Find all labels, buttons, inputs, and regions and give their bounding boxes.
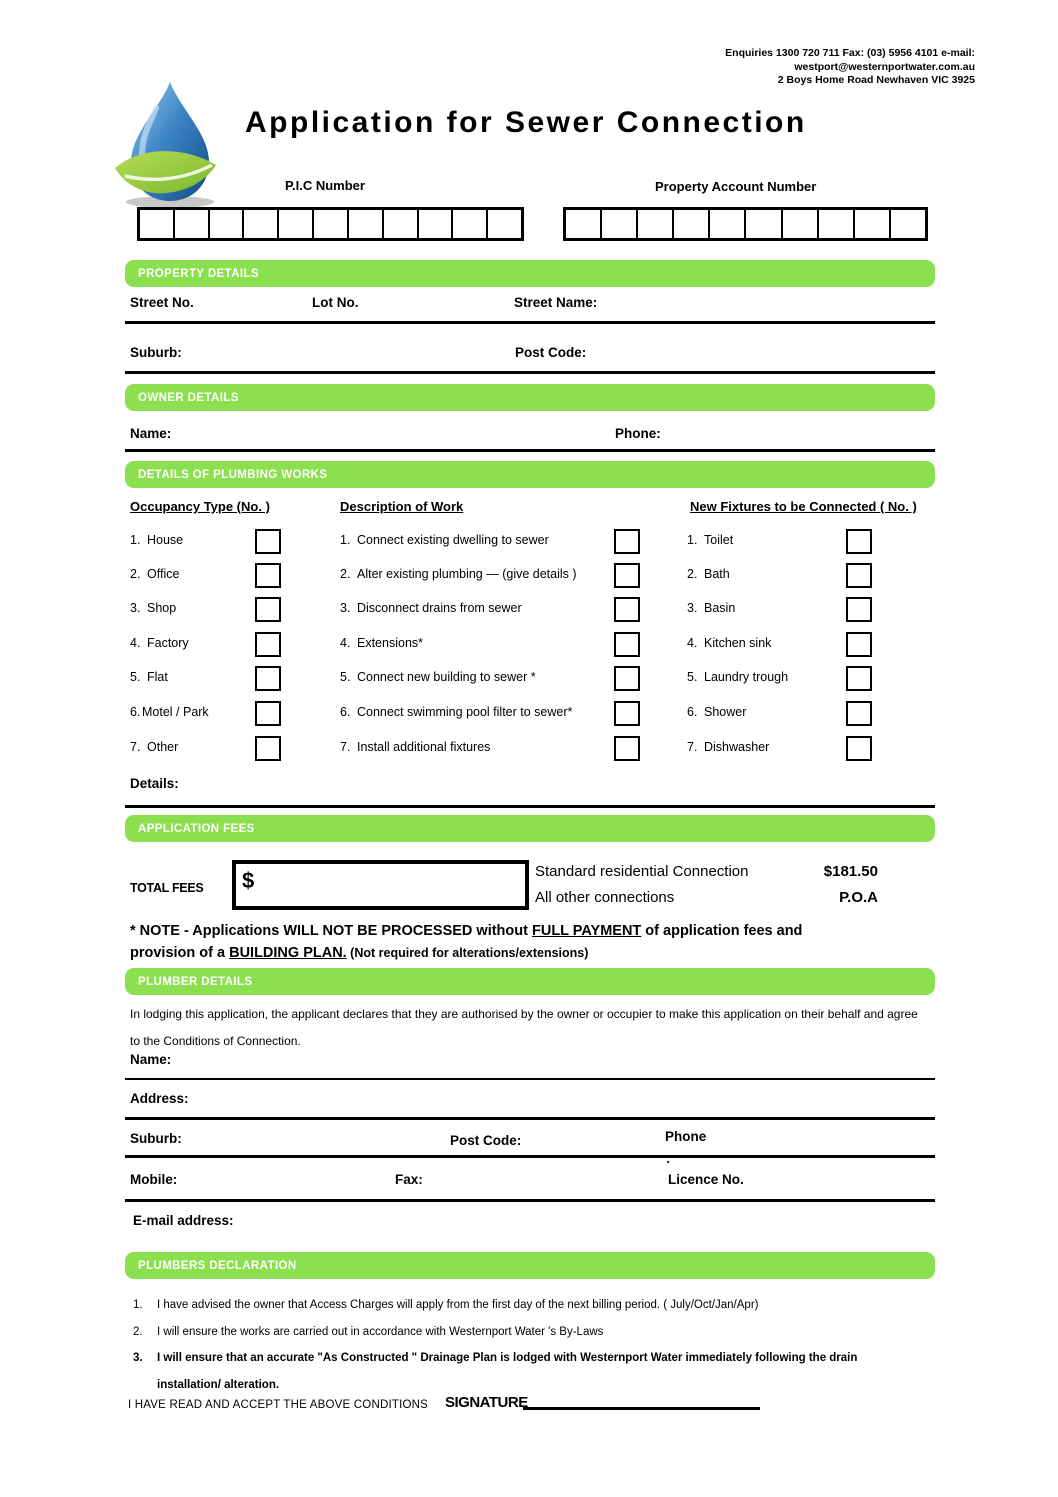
work-item	[340, 567, 577, 581]
note-building-plan: BUILDING PLAN.	[229, 945, 347, 961]
item-number: 1.	[130, 533, 141, 547]
pic-cell[interactable]	[279, 210, 314, 238]
fixture-item	[687, 567, 730, 581]
details-input-line[interactable]	[125, 805, 935, 808]
work-item	[340, 705, 572, 719]
item-label: Alter existing plumbing — (give details )	[357, 567, 577, 581]
fixture-checkbox-shower[interactable]	[846, 701, 872, 726]
item-label: Shop	[147, 601, 177, 615]
item-label: Connect existing dwelling to sewer	[357, 533, 549, 547]
item-number: 5.	[130, 670, 141, 684]
occupancy-checkbox-office[interactable]	[255, 563, 281, 588]
pic-cell[interactable]	[314, 210, 349, 238]
account-cell[interactable]	[891, 210, 925, 238]
work-item	[340, 533, 549, 547]
pic-number-boxes[interactable]	[137, 207, 524, 241]
occupancy-checkbox-flat[interactable]	[255, 666, 281, 691]
work-checkbox-pool-filter[interactable]	[614, 701, 640, 726]
work-checkbox-connect-new-building[interactable]	[614, 666, 640, 691]
fixture-item	[687, 601, 735, 615]
signature-label: SIGNATURE	[445, 1394, 528, 1411]
item-label: Flat	[147, 670, 168, 684]
item-label: Install additional fixtures	[357, 740, 491, 754]
work-item	[340, 670, 536, 684]
item-number: 2.	[687, 567, 698, 581]
section-header-application-fees: APPLICATION FEES	[125, 815, 935, 842]
occupancy-item	[130, 567, 179, 581]
item-label: Basin	[704, 601, 736, 615]
plumber-email-label: E-mail address:	[133, 1213, 234, 1228]
account-cell[interactable]	[783, 210, 819, 238]
occupancy-checkbox-shop[interactable]	[255, 597, 281, 622]
street-no-label: Street No.	[130, 295, 194, 310]
work-checkbox-additional-fixtures[interactable]	[614, 736, 640, 761]
property-account-number-boxes[interactable]	[563, 207, 928, 241]
item-label: Dishwasher	[704, 740, 770, 754]
item-number: 5.	[340, 670, 351, 684]
suburb-row-input-line[interactable]	[125, 371, 935, 374]
pic-cell[interactable]	[384, 210, 419, 238]
section-header-plumbers-declaration: PLUMBERS DECLARATION	[125, 1252, 935, 1279]
plumber-address-input-line[interactable]	[125, 1117, 935, 1120]
lot-no-label: Lot No.	[312, 295, 359, 310]
contact-block	[725, 47, 975, 88]
item-label: Motel / Park	[142, 705, 209, 719]
fixture-checkbox-bath[interactable]	[846, 563, 872, 588]
plumber-suburb-label: Suburb:	[130, 1131, 182, 1146]
item-label: Shower	[704, 705, 747, 719]
description-column-header: Description of Work	[340, 499, 464, 514]
pic-cell[interactable]	[488, 210, 521, 238]
note-text: of application fees and provision of a	[130, 923, 803, 961]
item-number: 4.	[687, 636, 698, 650]
plumber-address-label: Address:	[130, 1091, 189, 1106]
item-number: 6.	[130, 705, 141, 719]
note-full-payment: FULL PAYMENT	[531, 923, 642, 939]
item-label: Extensions*	[357, 636, 424, 650]
account-cell[interactable]	[746, 210, 782, 238]
plumber-name-label: Name:	[130, 1052, 172, 1067]
account-cell[interactable]	[638, 210, 674, 238]
item-number: 3.	[133, 1352, 143, 1364]
declaration-text: I will ensure that an accurate "As Constructed " Drainage Plan is lodged with Westernport Water immediately following the drain installation/ alteration.	[157, 1352, 858, 1391]
item-number: 5.	[687, 670, 698, 684]
item-number: 3.	[130, 601, 141, 615]
item-number: 3.	[340, 601, 351, 615]
fixture-checkbox-basin[interactable]	[846, 597, 872, 622]
item-number: 7.	[687, 740, 698, 754]
pic-cell[interactable]	[453, 210, 488, 238]
occupancy-column-header: Occupancy Type (No. )	[130, 499, 270, 514]
item-number: 4.	[130, 636, 141, 650]
item-number: 1.	[133, 1299, 143, 1311]
note-not-required: (Not required for alterations/extensions)	[346, 946, 589, 960]
account-cell[interactable]	[710, 210, 746, 238]
account-cell[interactable]	[674, 210, 710, 238]
pic-cell[interactable]	[349, 210, 384, 238]
item-label: Connect swimming pool filter to sewer*	[357, 705, 573, 719]
item-number: 1.	[340, 533, 351, 547]
section-header-property-details: PROPERTY DETAILS	[125, 260, 935, 287]
plumber-name-input-line[interactable]	[125, 1078, 935, 1080]
contact-line-1: Enquiries 1300 720 711 Fax: (03) 5956 4101 e-mail:	[725, 47, 975, 59]
owner-name-label: Name:	[130, 426, 172, 441]
item-label: Factory	[147, 636, 189, 650]
plumber-phone-colon: :	[666, 1151, 671, 1166]
plumber-suburb-row-input-line[interactable]	[125, 1155, 935, 1158]
currency-symbol: $	[242, 868, 255, 893]
plumber-licence-label: Licence No.	[668, 1172, 744, 1187]
item-number: 7.	[340, 740, 351, 754]
item-label: Toilet	[704, 533, 734, 547]
occupancy-checkbox-house[interactable]	[255, 529, 281, 554]
occupancy-checkbox-motel-park[interactable]	[255, 701, 281, 726]
fixture-item	[687, 705, 746, 719]
item-label: Bath	[704, 567, 730, 581]
occupancy-item	[130, 636, 189, 650]
pic-cell[interactable]	[244, 210, 279, 238]
section-header-plumbing-works: DETAILS OF PLUMBING WORKS	[125, 461, 935, 488]
contact-address: 2 Boys Home Road Newhaven VIC 3925	[777, 74, 975, 86]
item-number: 2.	[133, 1326, 143, 1338]
item-label: Laundry trough	[704, 670, 789, 684]
item-label: Office	[147, 567, 180, 581]
fixture-checkbox-dishwasher[interactable]	[846, 736, 872, 761]
work-item	[340, 601, 522, 615]
signature-input-line[interactable]	[523, 1407, 760, 1410]
item-label: Disconnect drains from sewer	[357, 601, 522, 615]
total-fees-input-box[interactable]	[232, 860, 529, 910]
plumber-mobile-label: Mobile:	[130, 1172, 178, 1187]
account-cell[interactable]	[602, 210, 638, 238]
occupancy-item	[130, 670, 168, 684]
work-item	[340, 740, 490, 754]
item-number: 7.	[130, 740, 141, 754]
payment-note	[130, 920, 825, 964]
item-number: 2.	[130, 567, 141, 581]
pic-number-label: P.I.C Number	[285, 178, 365, 193]
plumber-fax-label: Fax:	[395, 1172, 423, 1187]
property-account-number-label: Property Account Number	[655, 179, 817, 194]
item-label: Other	[147, 740, 179, 754]
occupancy-checkbox-other[interactable]	[255, 736, 281, 761]
other-connections-label: All other connections	[535, 889, 675, 906]
plumber-phone-label: Phone	[665, 1129, 707, 1144]
item-label: House	[147, 533, 184, 547]
post-code-label: Post Code:	[515, 345, 587, 360]
fixtures-column-header: New Fixtures to be Connected ( No. )	[690, 499, 917, 514]
item-number: 6.	[687, 705, 698, 719]
note-text: * NOTE - Applications WILL NOT BE PROCESSED without	[130, 923, 532, 939]
declaration-text: I will ensure the works are carried out in accordance with Westernport Water 's By-Laws	[157, 1326, 604, 1338]
accept-conditions-text: I HAVE READ AND ACCEPT THE ABOVE CONDITIONS	[128, 1399, 429, 1411]
declaration-text: I have advised the owner that Access Charges will apply from the first day of the next billing period. ( July/Oct/Jan/Apr)	[157, 1299, 759, 1311]
occupancy-item	[130, 533, 183, 547]
fixture-checkbox-toilet[interactable]	[846, 529, 872, 554]
pic-cell[interactable]	[140, 210, 175, 238]
item-number: 2.	[340, 567, 351, 581]
account-cell[interactable]	[855, 210, 891, 238]
work-checkbox-alter-plumbing[interactable]	[614, 563, 640, 588]
item-number: 3.	[687, 601, 698, 615]
owner-phone-label: Phone:	[615, 426, 661, 441]
total-fees-label: TOTAL FEES	[130, 881, 204, 895]
work-checkbox-extensions[interactable]	[614, 632, 640, 657]
street-name-label: Street Name:	[514, 295, 598, 310]
occupancy-item	[130, 705, 209, 719]
item-label: Kitchen sink	[704, 636, 772, 650]
pic-cell[interactable]	[175, 210, 210, 238]
fixture-item	[687, 740, 769, 754]
pic-cell[interactable]	[419, 210, 454, 238]
plumber-mobile-row-input-line[interactable]	[125, 1199, 935, 1202]
fixture-item	[687, 670, 788, 684]
street-row-input-line[interactable]	[125, 321, 935, 324]
occupancy-checkbox-factory[interactable]	[255, 632, 281, 657]
pic-cell[interactable]	[210, 210, 245, 238]
item-label: Connect new building to sewer *	[357, 670, 536, 684]
contact-email: westport@westernportwater.com.au	[794, 60, 975, 73]
owner-row-input-line[interactable]	[125, 449, 935, 452]
standard-connection-amount: $181.50	[823, 863, 878, 880]
account-cell[interactable]	[566, 210, 602, 238]
account-cell[interactable]	[819, 210, 855, 238]
fixture-checkbox-kitchen-sink[interactable]	[846, 632, 872, 657]
details-label: Details:	[130, 776, 179, 791]
item-number: 6.	[340, 705, 351, 719]
occupancy-item	[130, 740, 178, 754]
section-header-plumber-details: PLUMBER DETAILS	[125, 968, 935, 995]
fixture-item	[687, 533, 733, 547]
suburb-label: Suburb:	[130, 345, 182, 360]
occupancy-item	[130, 601, 176, 615]
item-number: 4.	[340, 636, 351, 650]
fixture-checkbox-laundry-trough[interactable]	[846, 666, 872, 691]
water-drop-leaf-logo-icon	[103, 76, 238, 211]
work-checkbox-connect-existing[interactable]	[614, 529, 640, 554]
page-title: Application for Sewer Connection	[245, 106, 807, 139]
plumber-authorisation-text: In lodging this application, the applicant declares that they are authorised by the owner or occupier to make this application on their behalf and agree to the Conditions of Connection.	[130, 1007, 918, 1048]
standard-connection-label: Standard residential Connection	[535, 863, 749, 880]
work-checkbox-disconnect-drains[interactable]	[614, 597, 640, 622]
item-number: 1.	[687, 533, 698, 547]
section-header-owner-details: OWNER DETAILS	[125, 384, 935, 411]
work-item	[340, 636, 423, 650]
other-connections-amount: P.O.A	[839, 889, 878, 906]
fixture-item	[687, 636, 771, 650]
plumber-post-code-label: Post Code:	[450, 1133, 522, 1148]
